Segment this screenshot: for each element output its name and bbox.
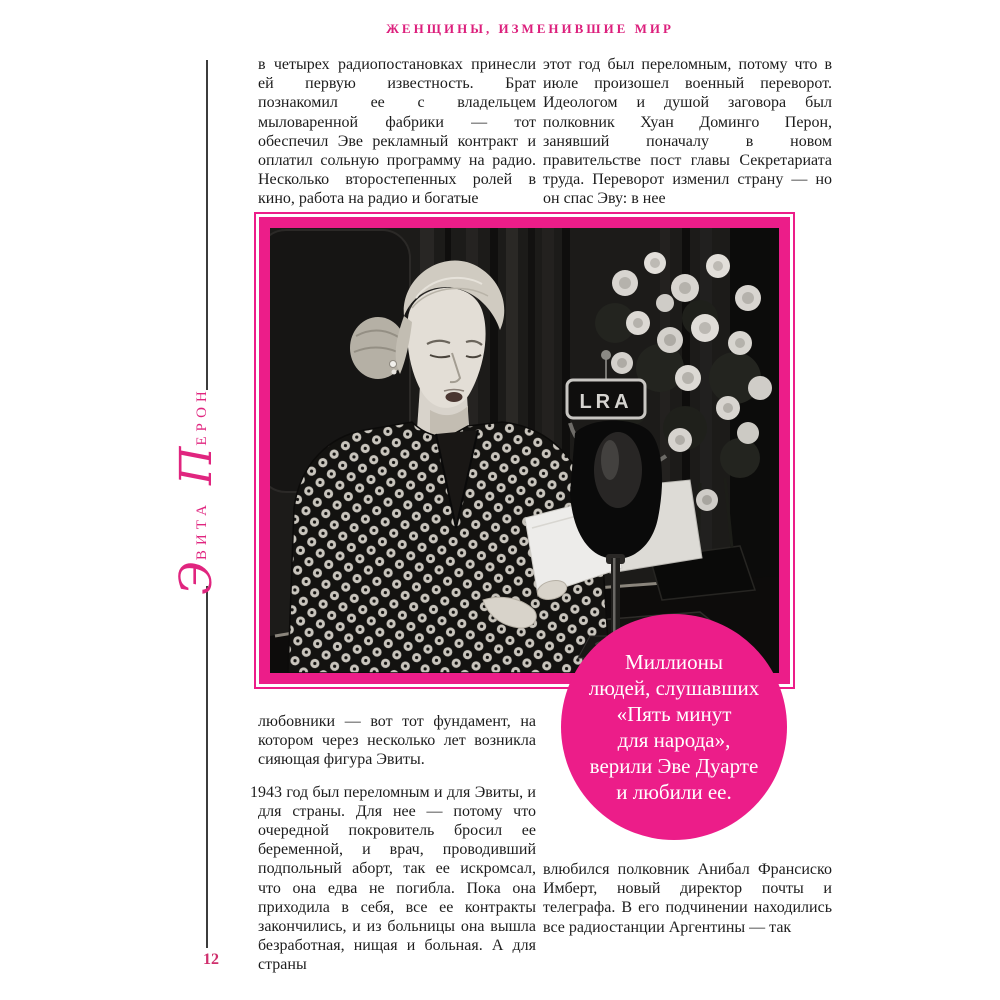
paragraph: в четырех радиопостановках принесли ей первую известность. Брат познакомил ее с владельцем мыловаренной фабрики — тот обеспечил Эве рекламный контракт и оплатил сольную программу на радио. Несколько второстепенных ролей в кино, работа на радио и богатые — [258, 56, 536, 208]
mic-label: LRA — [579, 391, 633, 413]
mouth — [446, 392, 463, 402]
vertical-rule-top — [206, 60, 208, 390]
evita-photo — [270, 228, 779, 673]
quote-line: и любили ее. — [616, 780, 732, 804]
quote-line: Миллионы — [625, 650, 723, 674]
photo-frame — [254, 212, 795, 689]
quote-circle — [561, 614, 787, 840]
column-right-bottom — [543, 860, 832, 937]
paragraph: 1943 год был переломным и для Эвиты, и для страны. Для нее — потому что очередной покровитель бросил ее беременной, и врач, проводивший подпольный аборт, так ее искромсал, что она едва не погибла. Пока она приходила в себя, все ее контракты закончились, и из больницы она вышла безработная, нищая и больная. А для страны — [250, 783, 536, 974]
column-left-bottom — [250, 712, 536, 975]
paragraph: любовники — вот тот фундамент, на котором через несколько лет возникла сияющая фигура Эвиты. — [258, 713, 536, 769]
page-header: ЖЕНЩИНЫ, ИЗМЕНИВШИЕ МИР — [386, 21, 674, 36]
chapter-title-initial: Э — [171, 561, 222, 595]
chapter-title-text: ВИТА — [193, 499, 210, 561]
column-right-top — [543, 55, 832, 209]
chapter-title-initial: П — [171, 446, 222, 485]
column-left-top — [258, 55, 536, 209]
photo-frame-inner-border — [259, 217, 790, 684]
chapter-title-vertical — [169, 342, 225, 642]
paragraph: этот год был переломным, потому что в июле произошел военный переворот. Идеологом и душой заговора был полковник Хуан Доминго Перон, занявший поначалу в новом правительстве пост главы Секретариата труда. Переворот изменил страну — но он спас Эву: в нее — [543, 56, 832, 208]
quote-line: верили Эве Дуарте — [589, 754, 759, 778]
quote-line: для народа», — [617, 728, 731, 752]
quote-line: людей, слушавших — [588, 676, 760, 700]
paragraph: влюбился полковник Анибал Франсиско Имберт, новый директор почты и телеграфа. В его подчинении находились все радиостанции Аргентины — так — [543, 861, 832, 936]
quote-line: «Пять минут — [616, 702, 732, 726]
page-number: 12 — [203, 951, 219, 968]
chapter-title-text: ЕРОН — [193, 386, 210, 446]
earring — [390, 361, 397, 368]
